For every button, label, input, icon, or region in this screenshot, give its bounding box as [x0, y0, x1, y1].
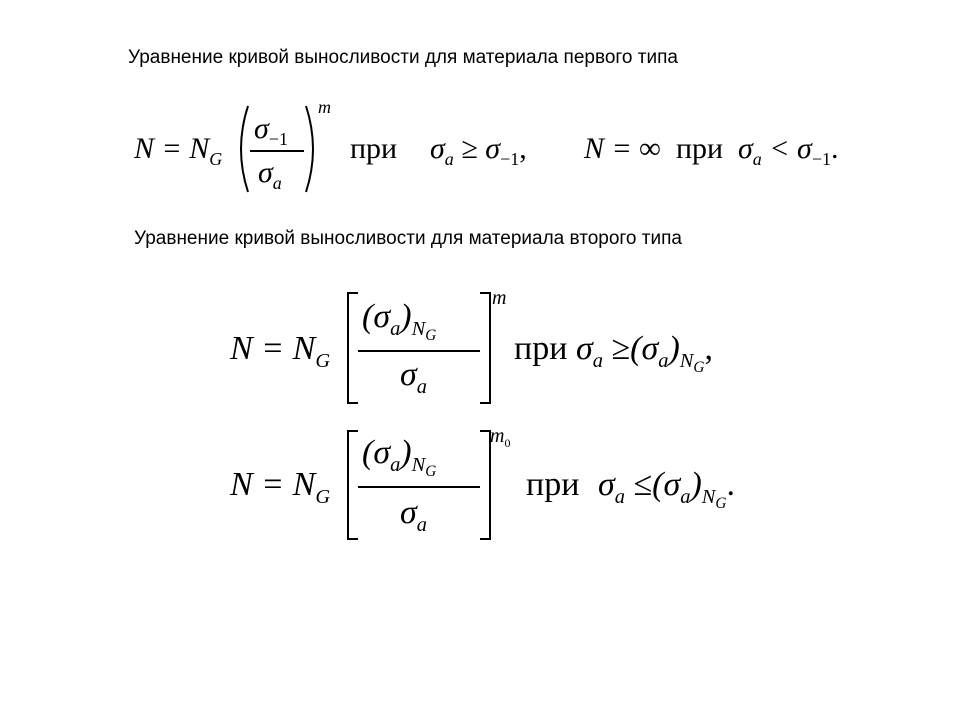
formula1-right-paren: [304, 104, 320, 194]
formula2-condition: $\sigma_a \ge(\sigma_a)_{N_G}$,: [576, 330, 713, 376]
formula3-lhs: $N = N_G$: [230, 466, 331, 508]
formula1-numerator: $\sigma_{-1}$: [254, 112, 288, 149]
formula-type2-lower: [230, 425, 790, 550]
formula2-denominator: $\sigma_a$: [400, 356, 427, 398]
formula1-condition1: $\sigma_a \ge \sigma_{-1}$,: [430, 132, 527, 169]
formula2-exponent: m: [492, 287, 507, 309]
formula2-when: при: [514, 330, 568, 367]
heading-type2: Уравнение кривой выносливости для материала второго типа: [134, 228, 682, 249]
formula3-exponent: $m_0$: [490, 425, 511, 450]
formula3-fraction-bar: [358, 486, 480, 488]
formula3-when: при: [526, 466, 580, 503]
formula3-condition: $\sigma_a \le(\sigma_a)_{N_G}$.: [598, 466, 735, 512]
formula2-left-bracket: [346, 292, 360, 404]
formula1-when2: при: [676, 132, 724, 165]
heading-type1: Уравнение кривой выносливости для материала первого типа: [128, 47, 678, 68]
formula1-exponent: m: [318, 97, 331, 117]
formula3-numerator: $(\sigma_a)_{N_G}$: [362, 434, 437, 480]
formula1-condition2: $\sigma_a < \sigma_{-1}$.: [738, 132, 839, 169]
formula2-lhs: $N = N_G$: [230, 330, 331, 372]
formula2-fraction-bar: [358, 350, 480, 352]
formula-type1: [134, 97, 874, 196]
formula1-left-paren: [234, 104, 250, 194]
formula1-denominator: $\sigma_a$: [258, 156, 282, 193]
formula2-numerator: $(\sigma_a)_{N_G}$: [362, 298, 437, 344]
formula3-left-bracket: [346, 430, 360, 540]
formula1-lhs: $N = N_G$: [134, 132, 223, 169]
formula3-denominator: $\sigma_a$: [400, 494, 427, 536]
formula2-right-bracket: [478, 292, 492, 404]
formula1-fraction-bar: [250, 150, 304, 152]
formula-type2-upper: [230, 287, 790, 410]
formula1-alternative: N = ∞: [584, 132, 661, 165]
formula1-when1: при: [350, 132, 398, 165]
